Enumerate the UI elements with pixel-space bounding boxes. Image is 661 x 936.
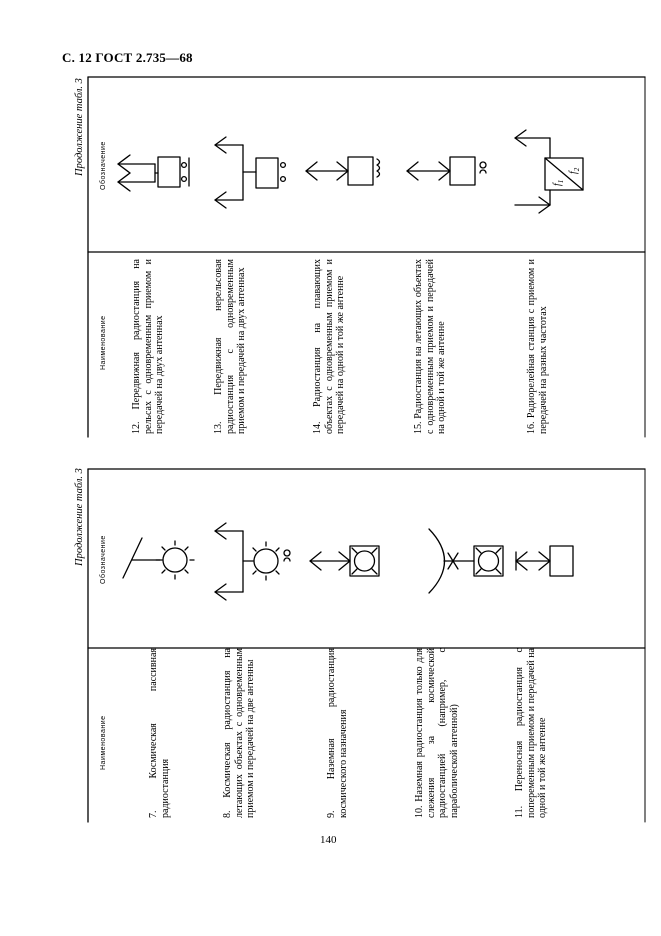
top-row-12-text: 12. Передвижная радиостанция на рельсах с одновременным приемом и передачей на двух антеннах	[131, 259, 166, 434]
page-header: С. 12 ГОСТ 2.735—68	[62, 50, 193, 65]
rail-station-two-antenna-icon	[118, 155, 189, 191]
top-row-13-text: 13. Передвижная нерельсовая радиостанция с одновременным приемом и передачей на двух антеннах	[213, 259, 248, 434]
ground-space-station-icon	[310, 546, 379, 576]
floating-station-icon	[306, 157, 380, 185]
bottom-row-8-text: 8. Космическая радиостанция на летающих объектах с одновременным приемом и передачей на две антенны	[222, 648, 257, 818]
top-row-16-text: 16. Радиорелейная станция с приемом и передачей на разных частотах	[526, 259, 549, 434]
top-table-grid	[88, 77, 645, 437]
bottom-col-symbol: Обозначение	[100, 535, 107, 584]
bottom-col-name: Наименование	[100, 715, 107, 770]
top-row-14-text: 14. Радиостанция на плавающих объектах с одновременным приемом и передачей на одной и той же антенне	[312, 259, 347, 434]
space-flying-station-icon	[215, 523, 290, 600]
nonrail-station-two-antenna-icon	[215, 137, 285, 208]
bottom-row-9-text: 9. Наземная радиостанция космического назначения	[326, 648, 349, 818]
bottom-row-11-text: 11. Переносная радиостанция с попеременным приемом и передачей на одной и той же антенне	[514, 648, 549, 818]
space-passive-station-icon	[123, 538, 194, 579]
relay-f1-label: $f_1$	[552, 179, 565, 186]
top-table-caption: Продолжение табл. 3	[74, 78, 85, 176]
page-number: 140	[320, 834, 337, 846]
top-row-15-text: 15. Радиостанция на летающих объектах с одновременным приемом и передачей на одной и той же антенне	[413, 259, 448, 434]
bottom-table-caption: Продолжение табл. 3	[74, 468, 85, 566]
portable-station-icon	[516, 546, 573, 576]
bottom-row-10-text: 10. Наземная радиостанция только для слежения за космической радиостанцией (например, с параболической антенной)	[414, 648, 460, 818]
bottom-row-7-text: 7. Космическая пассивная радиостанция	[148, 648, 171, 818]
top-col-symbol: Обозначение	[100, 141, 107, 190]
tracking-station-icon	[429, 529, 503, 593]
flying-station-icon	[407, 157, 486, 185]
bottom-table-grid	[88, 469, 645, 822]
top-col-name: Наименование	[100, 315, 107, 370]
relay-f2-label: $f_2$	[568, 167, 581, 174]
